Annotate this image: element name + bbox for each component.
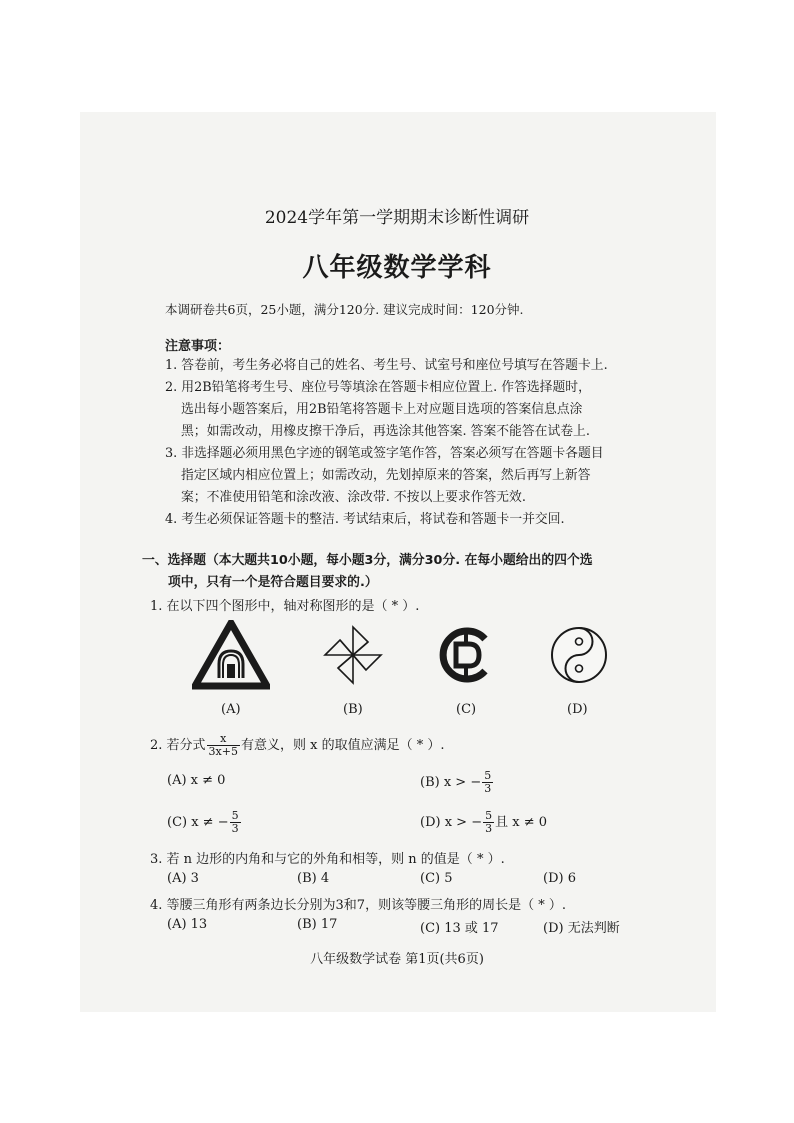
q4-option-d: (D) 无法判断: [543, 921, 620, 936]
note-line: 4. 考生必须保证答题卡的整洁. 考试结束后，将试卷和答题卡一并交回.: [165, 512, 565, 527]
section-line: 一、选择题（本大题共10小题，每小题3分，满分30分. 在每小题给出的四个选: [142, 553, 593, 568]
note-line: 3. 非选择题必须用黑色字迹的钢笔或签字笔作答，答案必须写在答题卡各题目: [165, 446, 604, 461]
q2-fraction: [207, 733, 240, 758]
question-2: [150, 733, 444, 758]
tunnel-warning-triangle-icon: [192, 620, 270, 690]
note-line: 1. 答卷前，考生务必将自己的姓名、考生号、试室号和座位号填写在答题卡上.: [165, 358, 608, 373]
option-text: 且 x ≠ 0: [495, 815, 547, 830]
q4-option-b: (B) 17: [297, 917, 338, 932]
page-footer: 八年级数学试卷 第1页(共6页): [310, 952, 484, 967]
q2-option-d: [420, 810, 547, 835]
section-heading: [142, 550, 593, 594]
fraction: [483, 810, 494, 835]
fraction-denominator: 3x+5: [208, 745, 238, 758]
q2-option-c: [167, 810, 242, 835]
exam-intro: 本调研卷共6页，25小题，满分120分. 建议完成时间：120分钟.: [165, 302, 524, 317]
subject-title: 八年级数学学科: [302, 253, 492, 283]
bank-logo-icon: [435, 624, 497, 686]
option-c-caption: (C): [456, 702, 477, 717]
fraction-numerator: 5: [484, 769, 492, 782]
yin-yang-icon: [548, 624, 610, 686]
q3-option-c: (C) 5: [420, 871, 453, 886]
note-line: 黑；如需改动，用橡皮擦干净后，再选涂其他答案. 答案不能答在试卷上.: [181, 424, 590, 439]
exam-title: 2024学年第一学期期末诊断性调研: [264, 208, 530, 228]
question-4: 4. 等腰三角形有两条边长分别为3和7，则该等腰三角形的周长是（ * ）.: [150, 898, 566, 913]
pinwheel-icon: [322, 624, 384, 686]
option-text: (D) x > −: [420, 815, 483, 830]
fraction-numerator: x: [207, 733, 240, 746]
option-a-caption: (A): [221, 702, 241, 717]
q2-prefix: 2. 若分式: [150, 738, 206, 753]
option-text: (B) x > −: [420, 775, 482, 790]
note-line: 案；不准使用铅笔和涂改液、涂改带. 不按以上要求作答无效.: [181, 490, 526, 505]
q2-option-b: [420, 770, 494, 795]
fraction-numerator: 5: [485, 809, 493, 822]
section-line: 项中，只有一个是符合题目要求的.）: [168, 575, 378, 590]
note-line: 选出每小题答案后，用2B铅笔将答题卡上对应题目选项的答案信息点涂: [181, 402, 583, 417]
q2-option-a: (A) x ≠ 0: [167, 773, 226, 788]
fraction: [230, 810, 241, 835]
fraction-denominator: 3: [485, 822, 493, 835]
q4-option-c: (C) 13 或 17: [420, 921, 499, 936]
q2-suffix: 有意义，则 x 的取值应满足（ * ）.: [240, 738, 445, 753]
note-line: 2. 用2B铅笔将考生号、座位号等填涂在答题卡相应位置上. 作答选择题时，: [165, 380, 591, 395]
option-b-caption: (B): [343, 702, 363, 717]
q3-option-d: (D) 6: [543, 871, 576, 886]
fraction: [482, 770, 493, 795]
note-line: 指定区域内相应位置上；如需改动，先划掉原来的答案，然后再写上新答: [181, 468, 591, 483]
question-3: 3. 若 n 边形的内角和与它的外角和相等，则 n 的值是（ * ）.: [150, 852, 505, 867]
notes-heading: 注意事项：: [165, 339, 231, 354]
q3-option-a: (A) 3: [167, 871, 199, 886]
option-text: (C) x ≠ −: [167, 815, 229, 830]
option-d-caption: (D): [567, 702, 588, 717]
q3-option-b: (B) 4: [297, 871, 330, 886]
q4-option-a: (A) 13: [167, 917, 208, 932]
question-1: 1. 在以下四个图形中，轴对称图形的是（ * ）.: [150, 599, 420, 614]
fraction-denominator: 3: [231, 822, 239, 835]
fraction-denominator: 3: [484, 782, 492, 795]
fraction-numerator: 5: [231, 809, 239, 822]
